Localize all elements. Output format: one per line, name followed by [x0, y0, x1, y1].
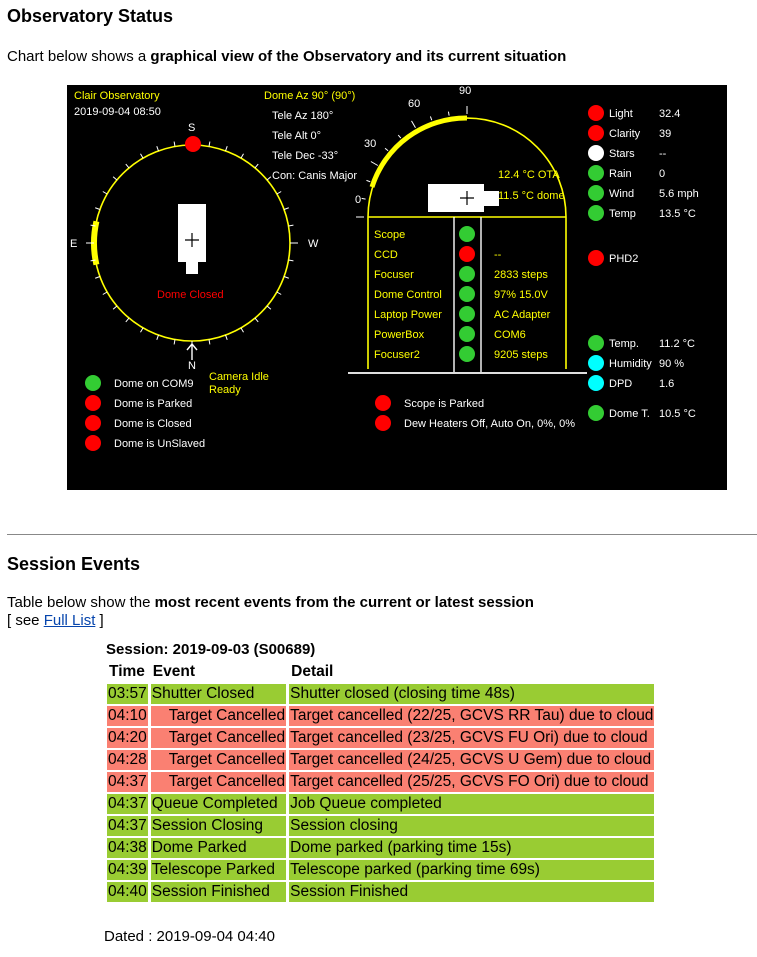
telescope-top-icon [178, 204, 206, 274]
status-label: Dew Heaters Off, Auto On, 0%, 0% [404, 418, 575, 430]
equipment-value: 9205 steps [494, 349, 548, 361]
compass-tick [103, 192, 107, 195]
event-name: Target Cancelled [151, 728, 286, 748]
ota-temperature: 12.4 °C OTA [498, 169, 560, 181]
status-label: Rain [609, 168, 632, 180]
equipment-indicator [459, 226, 475, 242]
status-indicator [588, 205, 604, 221]
compass-tick [255, 164, 258, 168]
compass-tick [113, 177, 117, 180]
dome-azimuth: Dome Az 90° (90°) [264, 90, 356, 102]
event-time: 04:39 [108, 861, 147, 878]
event-detail: Target cancelled (25/25, GCVS FO Ori) due to cloud [289, 772, 654, 792]
event-row [107, 684, 654, 704]
compass-tick [95, 208, 100, 210]
status-indicator [85, 415, 101, 431]
status-label: Temp. [609, 338, 639, 350]
status-label: Dome on COM9 [114, 378, 194, 390]
chart-intro-bold: graphical view of the Observatory and its current situation [150, 48, 567, 65]
page-title: Observatory Status [7, 6, 174, 26]
weather-list [588, 105, 699, 221]
equipment-value: 2833 steps [494, 269, 548, 281]
compass-tick [209, 340, 210, 345]
compass-tick [209, 142, 210, 147]
altitude-tick [362, 198, 366, 199]
constellation: Con: Canis Major [272, 170, 357, 182]
full-list-link[interactable]: Full List [43, 612, 96, 629]
equipment-name: Dome Control [374, 289, 442, 301]
equipment-indicator [459, 246, 475, 262]
event-detail: Target cancelled (23/25, GCVS FU Ori) due to cloud [289, 728, 654, 748]
event-time: 04:38 [108, 839, 147, 856]
status-indicator [588, 355, 604, 371]
equipment-name: PowerBox [374, 329, 425, 341]
status-indicator [85, 435, 101, 451]
compass-tick [157, 146, 159, 151]
status-indicator [375, 415, 391, 431]
status-indicator [588, 335, 604, 351]
status-label: Scope is Parked [404, 398, 485, 410]
event-time: 04:37 [108, 773, 147, 790]
events-heading: Session Events [7, 554, 141, 574]
event-name: Telescope Parked [151, 860, 286, 880]
altitude-tick [398, 135, 401, 138]
compass-tick [126, 164, 129, 168]
event-time: 04:20 [108, 729, 147, 746]
status-value: 1.6 [659, 378, 675, 390]
event-name: Target Cancelled [151, 706, 286, 726]
compass-tick [289, 260, 294, 261]
status-indicator [85, 395, 101, 411]
equipment-value: 97% 15.0V [494, 289, 548, 301]
compass-tick [284, 208, 289, 210]
compass-tick [141, 154, 144, 158]
event-time: 04:40 [108, 883, 147, 900]
status-value: 32.4 [659, 108, 681, 120]
event-row [107, 794, 654, 814]
equipment-name: Scope [374, 229, 406, 241]
events-intro [7, 594, 534, 630]
status-label: Stars [609, 148, 635, 160]
equipment-name: Focuser2 [374, 349, 420, 361]
event-row [107, 706, 654, 726]
event-name: Target Cancelled [151, 750, 286, 770]
status-label: Dome is UnSlaved [114, 438, 206, 450]
status-label: Dome is Parked [114, 398, 193, 410]
alt-label-30: 30 [364, 138, 377, 150]
event-row [107, 772, 654, 792]
session-title: Session: 2019-09-03 (S00689) [106, 641, 316, 658]
compass-tick [103, 292, 107, 295]
camera-status-line1: Camera Idle [209, 371, 269, 383]
column-header-detail: Detail [291, 663, 334, 680]
compass-tick [241, 154, 244, 158]
altitude-tick [385, 148, 388, 151]
alt-label-0: 0 [355, 194, 362, 206]
status-value: 11.2 °C [659, 338, 695, 350]
equipment-indicator [459, 326, 475, 342]
altitude-tick [430, 116, 431, 120]
alt-label-60: 60 [408, 98, 421, 110]
dome-temp-indicator [588, 405, 604, 421]
event-row [107, 882, 654, 902]
compass-north: N [188, 360, 196, 372]
compass-south: S [188, 122, 196, 134]
status-indicator [588, 185, 604, 201]
altitude-tick [371, 162, 378, 166]
event-name: Session Closing [151, 816, 286, 836]
status-indicator [588, 105, 604, 121]
observatory-name: Clair Observatory [74, 90, 160, 102]
observatory-status-panel [67, 85, 727, 490]
telescope-side-icon [428, 184, 499, 212]
events-intro-bold: most recent events from the current or latest session [154, 594, 534, 611]
dome-temperature: 11.5 °C dome [498, 190, 565, 202]
event-name: Shutter Closed [151, 684, 286, 704]
equipment-name: CCD [374, 249, 398, 261]
event-detail: Session closing [289, 816, 654, 836]
section-divider [7, 534, 757, 535]
phd2-status [588, 250, 638, 266]
status-label: Dome is Closed [114, 418, 192, 430]
events-header-row [107, 662, 654, 682]
event-row [107, 816, 654, 836]
chart-intro [7, 48, 566, 65]
compass-tick [277, 192, 281, 195]
event-time: 04:10 [108, 707, 147, 724]
compass-tick [289, 225, 294, 226]
column-header-event: Event [152, 663, 196, 680]
status-indicator [588, 375, 604, 391]
see-prefix: [ see [7, 612, 44, 629]
status-label: Temp [609, 208, 636, 220]
status-label: DPD [609, 378, 633, 390]
dome-temp-value: 10.5 °C [659, 408, 696, 420]
event-name: Dome Parked [151, 838, 286, 858]
event-time: 04:28 [108, 751, 147, 768]
compass-tick [226, 146, 228, 151]
equipment-indicator [459, 346, 475, 362]
event-row [107, 750, 654, 770]
event-time: 04:37 [108, 817, 147, 834]
status-label: Light [609, 108, 633, 120]
see-suffix: ] [95, 612, 104, 629]
status-indicator [375, 395, 391, 411]
event-detail: Target cancelled (24/25, GCVS U Gem) due to cloud [289, 750, 654, 770]
equipment-value: COM6 [494, 329, 526, 341]
dated-footer: Dated : 2019-09-04 04:40 [104, 928, 275, 945]
event-detail: Telescope parked (parking time 69s) [289, 860, 654, 880]
equipment-list [374, 226, 551, 362]
event-row [107, 838, 654, 858]
status-value: -- [659, 148, 667, 160]
compass-tick [113, 306, 117, 309]
status-indicator [588, 165, 604, 181]
event-time: 03:57 [108, 685, 147, 702]
event-row [107, 728, 654, 748]
dome-shutter-arc [372, 118, 467, 187]
status-value: 90 % [659, 358, 685, 370]
tele-azimuth: Tele Az 180° [272, 110, 334, 122]
tele-altitude: Tele Alt 0° [272, 130, 322, 142]
status-indicator [85, 375, 101, 391]
compass-west: W [308, 238, 319, 250]
compass-tick [174, 340, 175, 345]
camera-status-line2: Ready [209, 384, 241, 396]
compass-tick [95, 277, 100, 279]
phd2-indicator [588, 250, 604, 266]
tele-declination: Tele Dec -33° [272, 150, 339, 162]
compass-tick [277, 292, 281, 295]
compass-tick [157, 335, 159, 340]
phd2-label: PHD2 [609, 253, 639, 265]
column-header-time: Time [109, 663, 145, 680]
altitude-tick [412, 121, 416, 128]
event-time: 04:37 [108, 795, 147, 812]
north-arrow-icon [187, 344, 197, 360]
sensor-list [588, 335, 695, 391]
compass-tick [255, 318, 258, 322]
events-table [104, 660, 657, 904]
equipment-name: Laptop Power [374, 309, 442, 321]
dome-state: Dome Closed [157, 289, 224, 301]
compass-tick [141, 328, 144, 332]
scope-status-list [375, 395, 575, 431]
status-label: Clarity [609, 128, 641, 140]
dome-status-list [85, 375, 205, 451]
equipment-value: AC Adapter [494, 309, 551, 321]
event-detail: Shutter closed (closing time 48s) [289, 684, 654, 704]
alt-label-90: 90 [459, 85, 472, 97]
event-name: Target Cancelled [151, 772, 286, 792]
status-label: Wind [609, 188, 635, 200]
chart-intro-prefix: Chart below shows a [7, 48, 151, 65]
equipment-indicator [459, 286, 475, 302]
compass-east: E [70, 238, 78, 250]
compass-tick [267, 177, 271, 180]
equipment-indicator [459, 266, 475, 282]
compass-tick [267, 306, 271, 309]
compass-tick [284, 277, 289, 279]
status-value: 5.6 mph [659, 188, 699, 200]
dome-temp-status [588, 405, 696, 421]
events-intro-prefix: Table below show the [7, 594, 155, 611]
status-indicator [588, 125, 604, 141]
compass-tick [126, 318, 129, 322]
event-detail: Target cancelled (22/25, GCVS RR Tau) due to cloud [290, 707, 654, 724]
event-detail: Dome parked (parking time 15s) [289, 838, 654, 858]
altitude-tick [366, 180, 370, 181]
event-detail: Job Queue completed [289, 794, 654, 814]
status-label: Humidity [609, 358, 652, 370]
compass-tick [241, 328, 244, 332]
equipment-name: Focuser [374, 269, 414, 281]
dome-slit-arc [94, 221, 96, 264]
dome-temp-label: Dome T. [609, 408, 650, 420]
altitude-tick [448, 112, 449, 116]
equipment-value: -- [494, 249, 502, 261]
status-value: 39 [659, 128, 672, 140]
dome-position-marker [185, 136, 201, 152]
compass-tick [174, 142, 175, 147]
status-value: 13.5 °C [659, 208, 696, 220]
observatory-datetime: 2019-09-04 08:50 [74, 106, 161, 118]
status-indicator [588, 145, 604, 161]
event-name: Queue Completed [151, 794, 286, 814]
event-row [107, 860, 654, 880]
compass-tick [226, 335, 228, 340]
equipment-indicator [459, 306, 475, 322]
dome-side-view [348, 85, 587, 373]
status-value: 0 [659, 168, 666, 180]
event-detail: Session Finished [289, 882, 654, 902]
event-name: Session Finished [151, 882, 286, 902]
